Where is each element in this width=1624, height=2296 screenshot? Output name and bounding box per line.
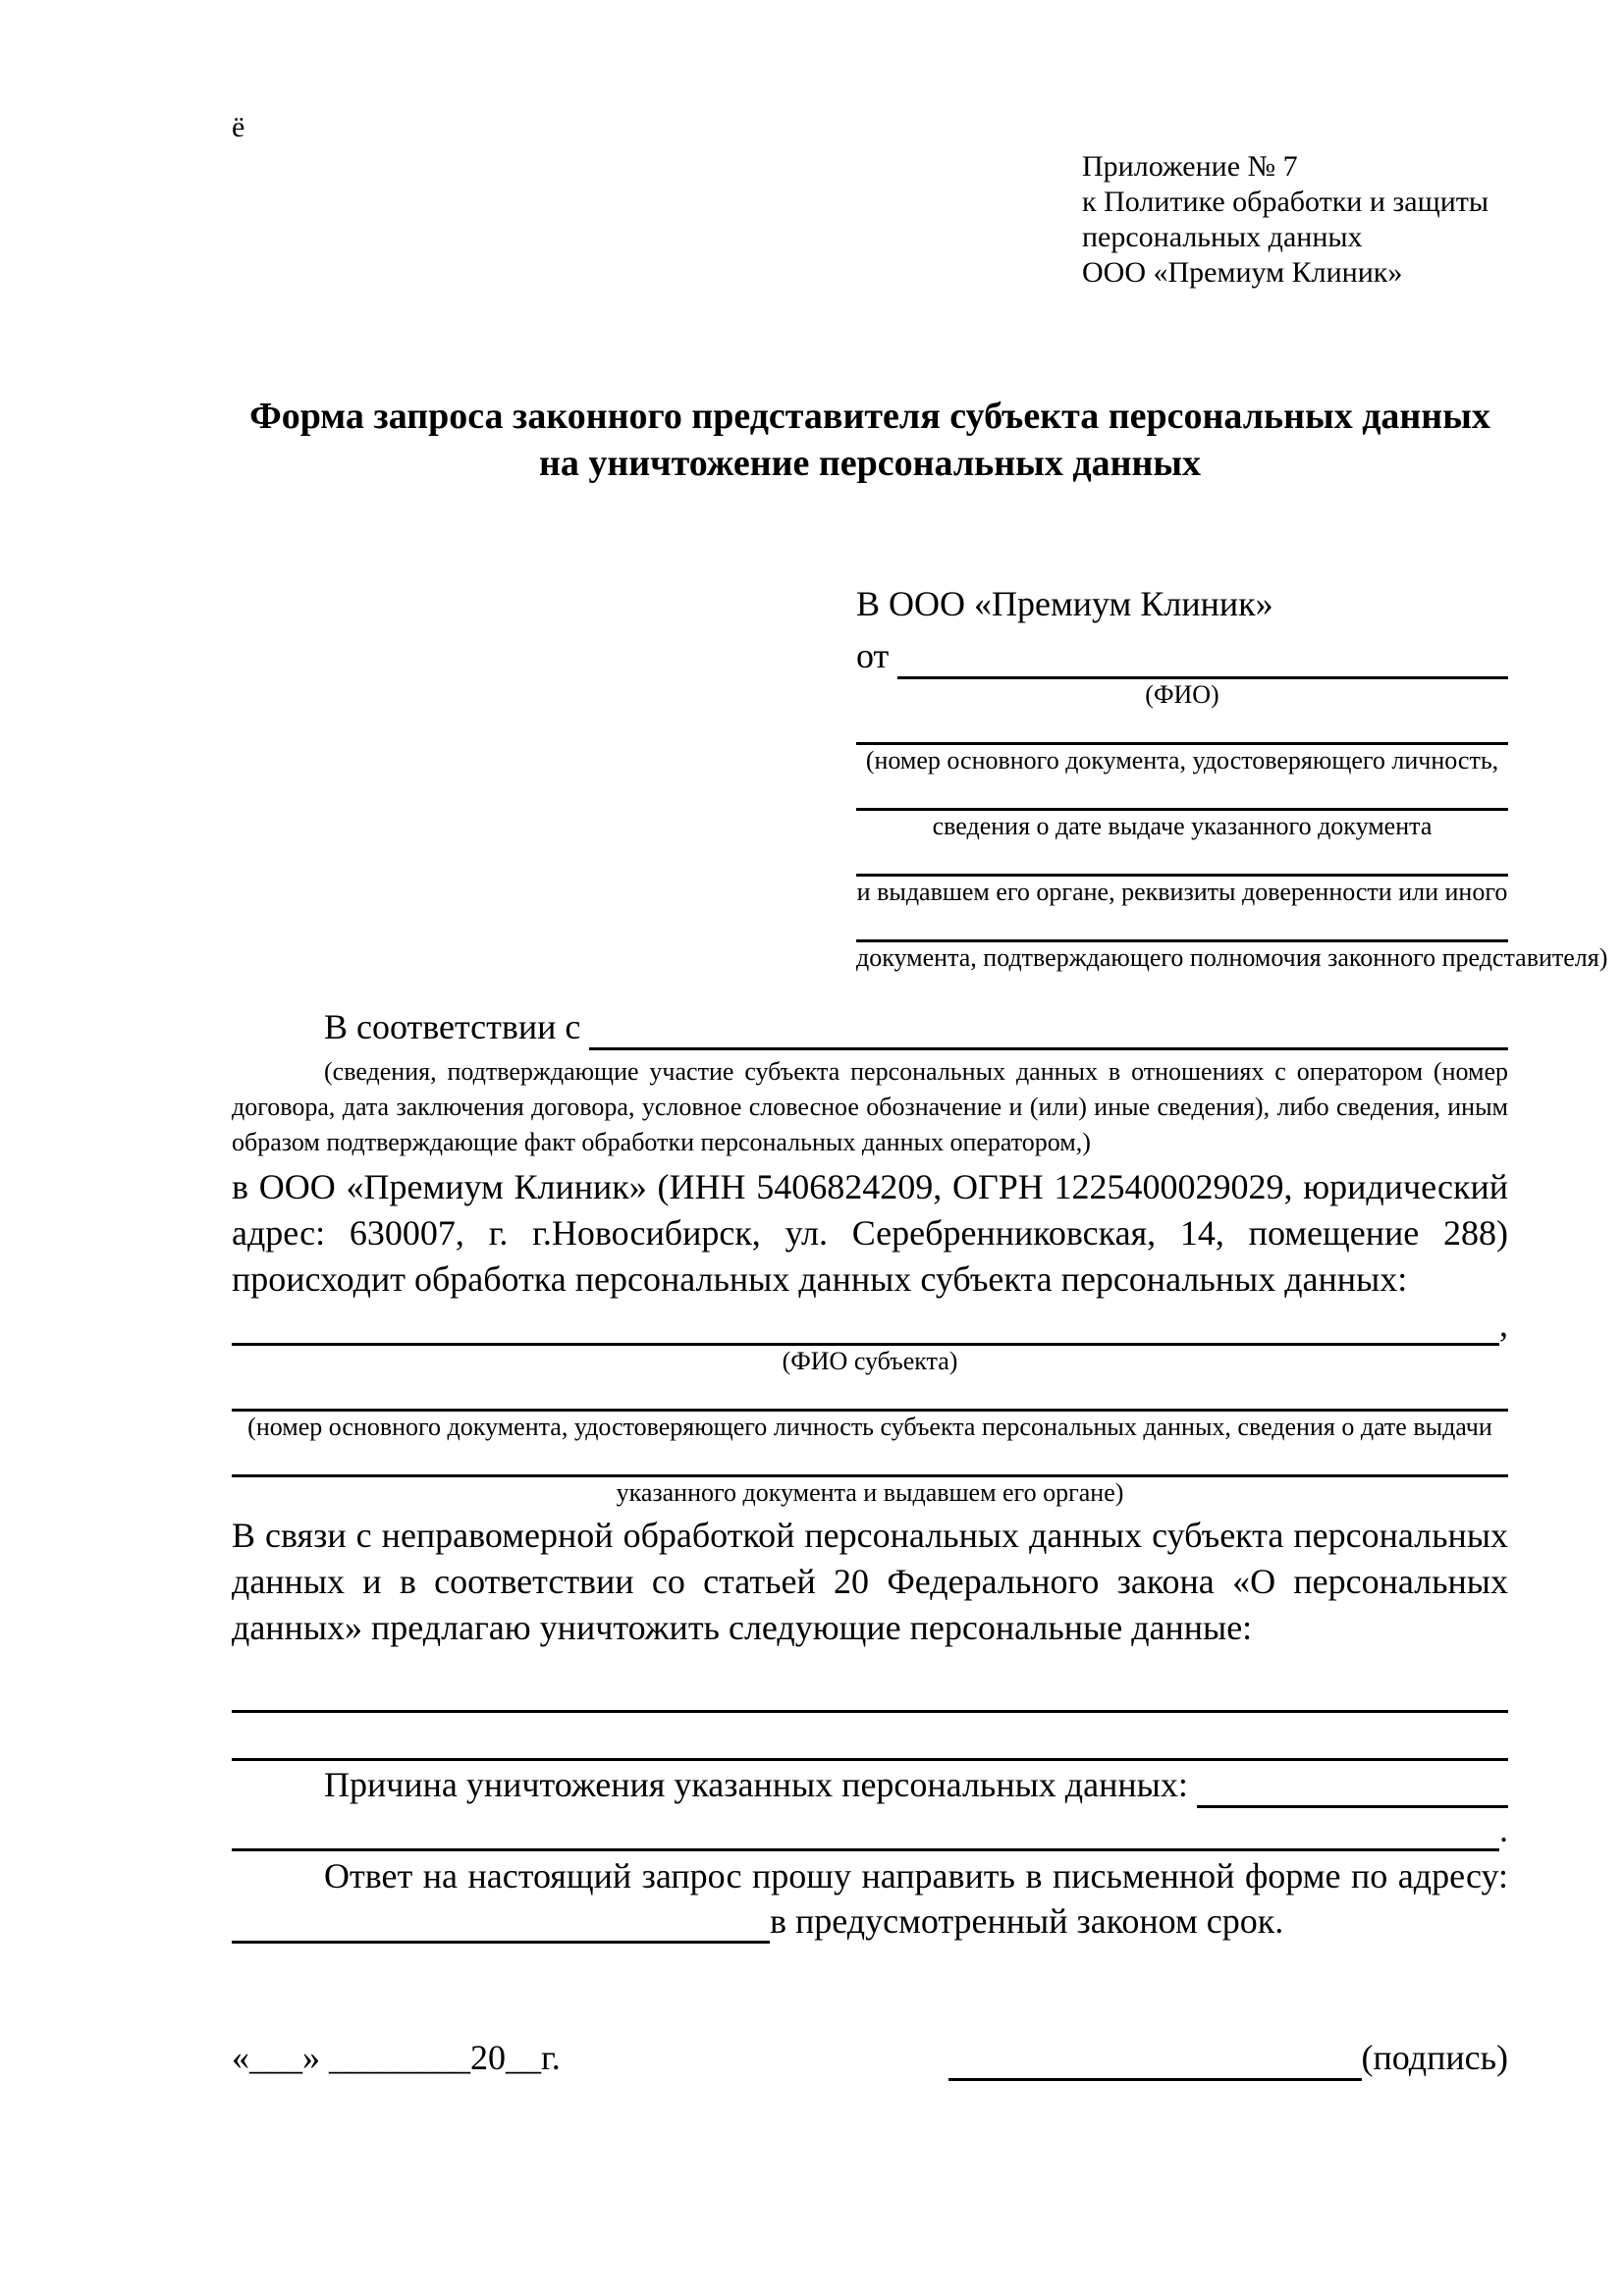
operator-paragraph: в ООО «Премиум Клиник» (ИНН 5406824209, ОГРН 1225400029029, юридический адрес: 630007, г. г.Новосибирск, ул. Серебренниковская, 14, помещение 288) происходит обработка персональных данных субъекта персональных данных: [232, 1167, 1508, 1299]
appendix-line-2: к Политике обработки и защиты [1082, 186, 1489, 218]
appendix-line-4: ООО «Премиум Клиник» [1082, 256, 1403, 289]
fio-blank-line [897, 632, 1508, 679]
addressee-block [856, 581, 1608, 974]
doc-blank-line-4 [856, 908, 1508, 942]
accordance-note: (сведения, подтверждающие участие субъекта персональных данных в отношениях с оператором (номер договора, дата заключения договора, условное словесное обозначение и (или) иные сведения), либо сведения, иным образом подтверждающие факт обработки персональных данных оператором,) [232, 1057, 1508, 1156]
doc-line-caption-1: (номер основного документа, удостоверяющего личность, [865, 746, 1499, 774]
subject-fio-caption: (ФИО субъекта) [782, 1347, 958, 1375]
subject-doc-blank-line-2 [232, 1443, 1508, 1477]
date-placeholder: «___» ________20__г. [232, 2038, 561, 2077]
doc-blank-line-2 [856, 776, 1508, 811]
body-block [232, 1003, 1508, 1944]
reason-blank-line [1197, 1761, 1508, 1808]
appendix-line-1: Приложение № 7 [1082, 150, 1298, 183]
from-row [856, 632, 1508, 679]
fio-caption: (ФИО) [1145, 680, 1219, 709]
subject-doc-caption-2: указанного документа и выдавшем его органе) [616, 1478, 1124, 1507]
subject-fio-blank-line [232, 1303, 1499, 1346]
data-blank-line-2 [232, 1713, 1508, 1761]
reason-period: . [1499, 1810, 1508, 1849]
signature-blank-line [948, 2034, 1362, 2081]
footer-row [232, 2034, 1508, 2081]
answer-tail-text: в предусмотренный законом срок. [770, 1901, 1284, 1941]
signature-group [948, 2034, 1508, 2081]
answer-tail-row [232, 1898, 1508, 1944]
doc-line-caption-2: сведения о дате выдаче указанного документа [932, 812, 1433, 840]
subject-fio-line-row [232, 1303, 1508, 1346]
doc-line-caption-4: документа, подтверждающего полномочия законного представителя) [856, 943, 1608, 972]
stray-char: ё [232, 111, 245, 143]
form-title-line-2: на уничтожение персональных данных [538, 443, 1202, 484]
form-title [232, 393, 1508, 487]
reason-overflow-row [232, 1808, 1508, 1851]
accordance-lead: В соответствии с [324, 1007, 590, 1046]
appendix-block [1082, 149, 1508, 291]
form-title-line-1: Форма запроса законного представителя субъекта персональных данных [249, 396, 1490, 437]
reason-row [232, 1761, 1508, 1808]
address-blank-line [232, 1898, 770, 1944]
subject-doc-caption-1: (номер основного документа, удостоверяющего личность субъекта персональных данных, сведения о дате выдачи [247, 1413, 1492, 1441]
reason-lead: Причина уничтожения указанных персональных данных: [324, 1765, 1197, 1804]
request-paragraph: В связи с неправомерной обработкой персональных данных субъекта персональных данных и в соответствии со статьей 20 Федерального закона «О персональных данных» предлагаю уничтожить следующие персональные данные: [232, 1516, 1508, 1647]
answer-paragraph: Ответ на настоящий запрос прошу направить в письменной форме по адресу: [324, 1856, 1508, 1896]
doc-blank-line-1 [856, 711, 1508, 745]
from-label: от [856, 636, 898, 675]
appendix-line-3: персональных данных [1082, 221, 1363, 253]
data-blank-line-1 [232, 1665, 1508, 1713]
accordance-row [232, 1003, 1508, 1050]
signature-caption: (подпись) [1361, 2038, 1508, 2077]
doc-line-caption-3: и выдавшем его органе, реквизиты доверенности или иного [856, 878, 1508, 906]
subject-line-comma: , [1499, 1305, 1508, 1344]
reason-overflow-line [232, 1808, 1499, 1851]
accordance-blank-line [589, 1003, 1508, 1050]
doc-blank-line-3 [856, 842, 1508, 877]
addressee-to: В ООО «Премиум Клиник» [856, 584, 1273, 623]
subject-doc-blank-line-1 [232, 1377, 1508, 1412]
